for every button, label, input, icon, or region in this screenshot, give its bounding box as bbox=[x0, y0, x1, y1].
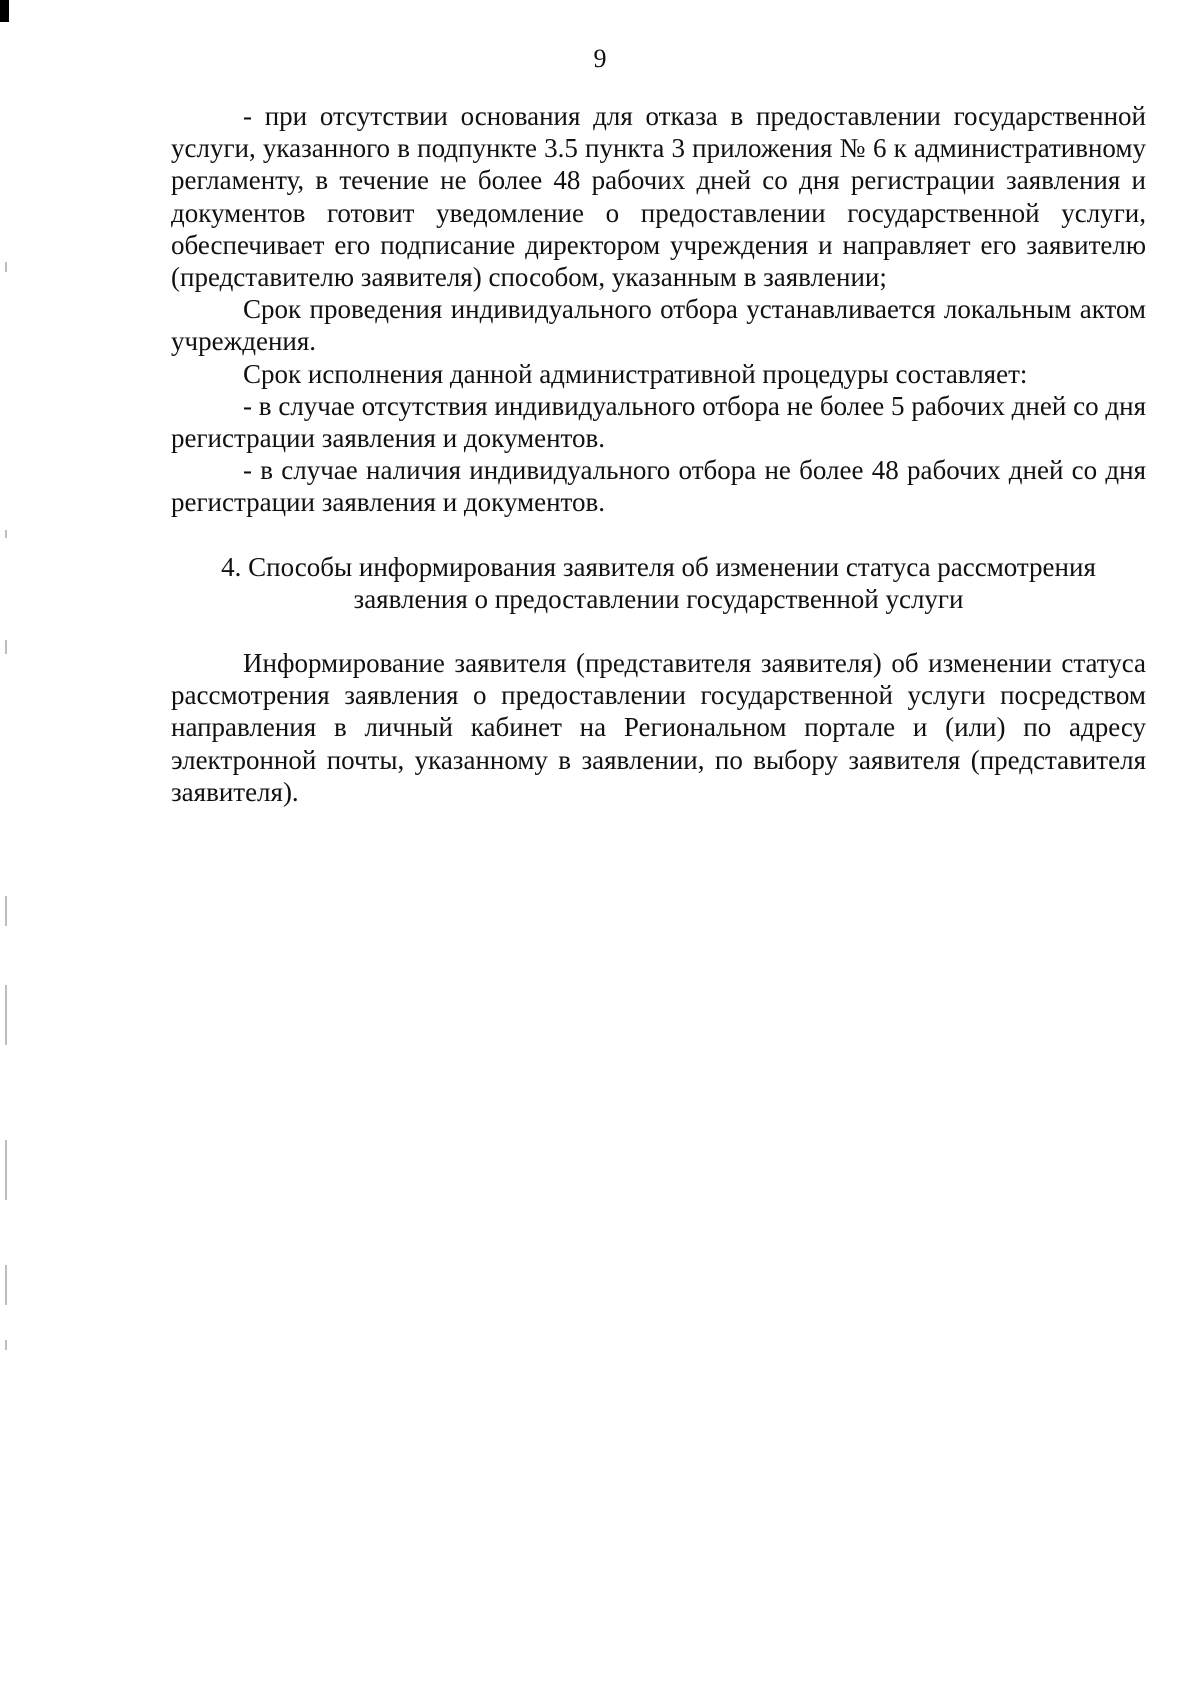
scan-corner-mark bbox=[0, 0, 9, 22]
scan-margin-mark bbox=[5, 1265, 7, 1305]
paragraph-no-selection: - в случае отсутствия индивидуального отбора не более 5 рабочих дней со дня регистрации заявления и документов. bbox=[171, 390, 1146, 454]
section-heading-line-2: заявления о предоставлении государственной услуги bbox=[353, 583, 964, 614]
scan-margin-mark bbox=[5, 1140, 7, 1200]
paragraph-selection-term: Срок проведения индивидуального отбора устанавливается локальным актом учреждения. bbox=[171, 294, 1146, 357]
page-number: 9 bbox=[593, 44, 607, 73]
section-heading bbox=[171, 551, 1146, 615]
scan-margin-mark bbox=[5, 640, 7, 654]
scan-margin-mark bbox=[5, 262, 7, 272]
paragraph-procedure-term: Срок исполнения данной административной процедуры составляет: bbox=[243, 358, 1028, 389]
section-spacer bbox=[171, 615, 1146, 647]
document-body bbox=[171, 100, 1146, 808]
section-heading-line-1: 4. Способы информирования заявителя об изменении статуса рассмотрения bbox=[221, 551, 1096, 582]
scan-margin-mark bbox=[5, 1340, 7, 1350]
scan-margin-mark bbox=[5, 896, 7, 926]
scan-margin-mark bbox=[5, 530, 7, 538]
paragraph-with-selection: - в случае наличия индивидуального отбора не более 48 рабочих дней со дня регистрации заявления и документов. bbox=[171, 455, 1146, 518]
paragraph-refusal-absence: - при отсутствии основания для отказа в предоставлении государственной услуги, указанного в подпункте 3.5 пункта 3 приложения № 6 к административному регламенту, в течение не более 48 рабочих дней со дня регистрации заявления и документов готовит уведомление о предоставлении государственной услуги, обеспечивает его подписание директором учреждения и направляет его заявителю (представителю заявителя) способом, указанным в заявлении; bbox=[171, 101, 1146, 293]
scan-margin-mark bbox=[5, 985, 7, 1045]
paragraph-informing: Информирование заявителя (представителя заявителя) об изменении статуса рассмотрения заявления о предоставлении государственной услуги посредством направления в личный кабинет на Региональном портале и (или) по адресу электронной почты, указанному в заявлении, по выбору заявителя (представителя заявителя). bbox=[171, 648, 1146, 807]
